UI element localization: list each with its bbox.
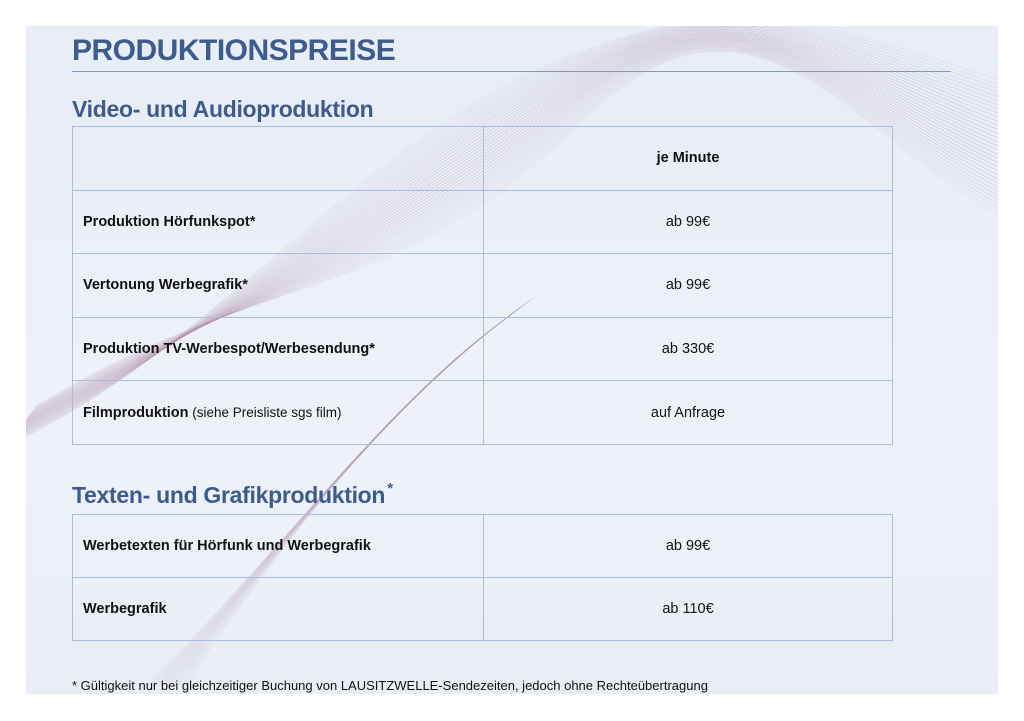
table-row	[73, 515, 893, 578]
document-page	[26, 26, 998, 694]
table-row	[73, 578, 893, 641]
section-heading-text: Video- und Audioproduktion	[72, 96, 374, 122]
service-label: Werbetexten für Hörfunk und Werbegrafik	[73, 515, 484, 578]
service-price: ab 99€	[484, 515, 893, 578]
header-unit-cell: je Minute	[484, 127, 893, 191]
table-row	[73, 317, 893, 381]
service-price: ab 99€	[484, 254, 893, 318]
service-price: ab 99€	[484, 190, 893, 254]
service-note: (siehe Preisliste sgs film)	[188, 404, 342, 420]
heading-footnote-marker: *	[387, 480, 393, 497]
price-table-video-audio	[72, 126, 893, 445]
service-price: ab 110€	[484, 578, 893, 641]
table-header-row	[73, 127, 893, 191]
service-label: Produktion Hörfunkspot*	[73, 190, 484, 254]
section-heading-text: Texten- und Grafikproduktion	[72, 482, 386, 508]
service-price: auf Anfrage	[484, 381, 893, 445]
service-label-cell	[73, 381, 484, 445]
service-label: Vertonung Werbegrafik*	[73, 254, 484, 318]
section-heading-video-audio	[72, 96, 373, 123]
price-table-text-graphic	[72, 514, 893, 641]
service-label: Produktion TV-Werbespot/Werbesendung*	[73, 317, 484, 381]
header-label-cell	[73, 127, 484, 191]
service-label: Werbegrafik	[73, 578, 484, 641]
table-row	[73, 254, 893, 318]
service-price: ab 330€	[484, 317, 893, 381]
footnote: * Gültigkeit nur bei gleichzeitiger Buchung von LAUSITZWELLE-Sendezeiten, jedoch ohne Rechteübertragung	[72, 678, 708, 693]
title-divider	[72, 71, 951, 72]
table-row	[73, 190, 893, 254]
section-heading-text-graphic	[72, 482, 393, 509]
service-label: Filmproduktion	[83, 404, 189, 421]
page-title: PRODUKTIONSPREISE	[72, 34, 396, 67]
table-row	[73, 381, 893, 445]
